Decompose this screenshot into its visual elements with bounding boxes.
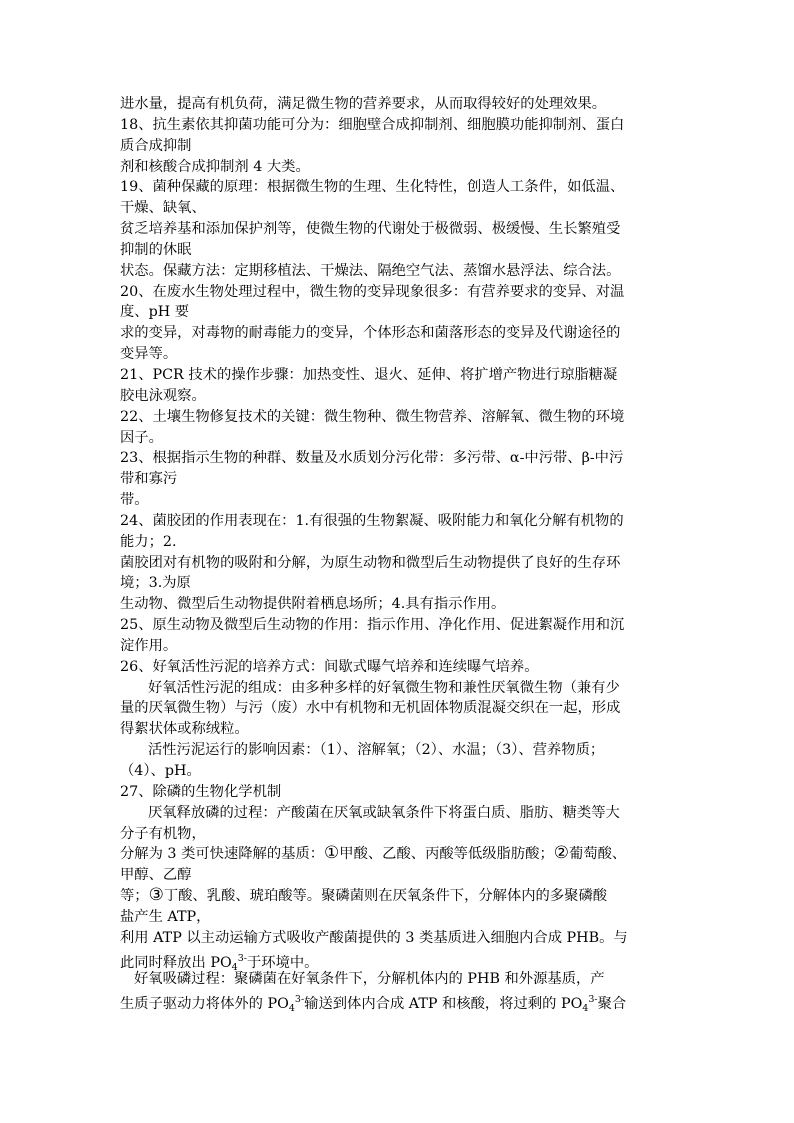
text-line: 22、土壤生物修复技术的关键：微生物种、微生物营养、溶解氧、微生物的环境 (120, 408, 625, 425)
text-line: 因子。 (120, 429, 163, 446)
document-page (120, 94, 680, 1015)
text-line (120, 844, 680, 865)
text-line: 变异等。 (120, 346, 178, 363)
text-line: 能力；2. (120, 533, 177, 550)
text-line: 利用 ATP 以主动运输方式吸收产酸菌提供的 3 类基质进入细胞内合成 PHB。与 (120, 929, 628, 946)
text-run: 生质子驱动力将体外的 PO (120, 996, 289, 1013)
text-line: 剂和核酸合成抑制剂 4 大类。 (120, 158, 310, 175)
text-line-indented: 厌氧释放磷的过程：产酸菌在厌氧或缺氧条件下将蛋白质、脂肪、糖类等大 (148, 804, 620, 821)
text-line: 贫乏培养基和添加保护剂等，使微生物的代谢处于极微弱、极缓慢、生长繁殖受 (120, 221, 621, 238)
text-run: 此同时释放出 PO (120, 954, 232, 971)
text-line: 质合成抑制 (120, 137, 192, 154)
superscript: 3- (588, 994, 598, 1006)
text-line: 菌胶团对有机物的吸附和分解，为原生动物和微型后生动物提供了良好的生存环 (120, 554, 621, 571)
text-line (120, 990, 680, 1015)
text-line: 甲醇、乙醇 (120, 867, 192, 884)
text-run: 分解为 3 类可快速降解的基质： (120, 846, 325, 863)
text-run: 于环境中。 (246, 954, 319, 971)
text-line: 淀作用。 (120, 637, 178, 654)
text-line-indented: 好氧活性污泥的组成：由多种多样的好氧微生物和兼性厌氧微生物（兼有少 (148, 679, 620, 696)
text-run: 丁酸、乳酸、琥珀酸等。聚磷菌则在厌氧条件下，分解体内的多聚磷酸 (163, 888, 608, 905)
subscript: 4 (582, 1003, 589, 1015)
text-line: 24、菌胶团的作用表现在：1.有很强的生物絮凝、吸附能力和氧化分解有机物的 (120, 512, 624, 529)
circled-number-2: ② (553, 843, 569, 864)
text-line: 境；3.为原 (120, 575, 191, 592)
text-line-indented: 活性污泥运行的影响因素：（1）、溶解氧；（2）、水温；（3）、营养物质； (148, 742, 605, 759)
text-line: 干燥、缺氧、 (120, 200, 206, 217)
text-line: 带。 (120, 492, 149, 509)
text-line-indented: 好氧吸磷过程：聚磷菌在好氧条件下，分解机体内的 PHB 和外源基质，产 (134, 971, 605, 988)
circled-number-3: ③ (148, 885, 164, 906)
text-line: 21、PCR 技术的操作步骤：加热变性、退火、延伸、将扩增产物进行琼脂糖凝 (120, 366, 618, 383)
text-run: 甲酸、乙酸、丙酸等低级脂肪酸； (339, 846, 554, 863)
text-line: 胶电泳观察。 (120, 387, 206, 404)
text-line: 23、根据指示生物的种群、数量及水质划分污化带：多污带、α-中污带、β-中污 (120, 450, 624, 467)
text-line: 带和寡污 (120, 471, 178, 488)
text-line: 抑制的休眠 (120, 241, 192, 258)
text-line: 27、除磷的生物化学机制 (120, 783, 282, 800)
text-line: 25、原生动物及微型后生动物的作用：指示作用、净化作用、促进絮凝作用和沉 (120, 617, 625, 634)
circled-number-1: ① (324, 843, 340, 864)
text-line: 20、在废水生物处理过程中，微生物的变异现象很多：有营养要求的变异、对温 (120, 283, 625, 300)
subscript: 4 (288, 1003, 295, 1015)
text-line: 生动物、微型后生动物提供附着栖息场所；4.具有指示作用。 (120, 596, 506, 613)
text-line (120, 886, 680, 907)
text-line: 求的变异，对毒物的耐毒能力的变异，个体形态和菌落形态的变异及代谢途径的 (120, 325, 621, 342)
text-line: 18、抗生素依其抑菌功能可分为：细胞壁合成抑制剂、细胞膜功能抑制剂、蛋白 (120, 116, 625, 133)
text-line (120, 949, 680, 973)
text-line: 得絮状体或称绒粒。 (120, 721, 249, 738)
text-line: 状态。保藏方法：定期移植法、干燥法、隔绝空气法、蒸馏水悬浮法、综合法。 (120, 262, 621, 279)
text-line: 量的厌氧微生物）与污（废）水中有机物和无机固体物质混凝交织在一起，形成 (120, 700, 621, 717)
superscript: 3- (237, 952, 247, 964)
text-line: 19、菌种保藏的原理：根据微生物的生理、生化特性，创造人工条件，如低温、 (120, 179, 625, 196)
superscript: 3- (294, 994, 305, 1006)
text-line: （4）、pH。 (120, 763, 201, 779)
text-run: 聚合 (597, 996, 627, 1013)
text-run: 葡萄酸、 (569, 846, 627, 863)
text-line: 度、pH 要 (120, 304, 190, 321)
text-line: 26、好氧活性污泥的培养方式：间歇式曝气培养和连续曝气培养。 (120, 658, 539, 675)
text-line: 盐产生 ATP， (120, 908, 211, 925)
text-line: 进水量，提高有机负荷，满足微生物的营养要求，从而取得较好的处理效果。 (120, 96, 607, 112)
text-run: 输送到体内合成 ATP 和核酸，将过剩的 PO (304, 996, 583, 1013)
text-run: 等； (120, 888, 149, 905)
subscript: 4 (231, 961, 238, 973)
text-line: 分子有机物， (120, 825, 206, 842)
